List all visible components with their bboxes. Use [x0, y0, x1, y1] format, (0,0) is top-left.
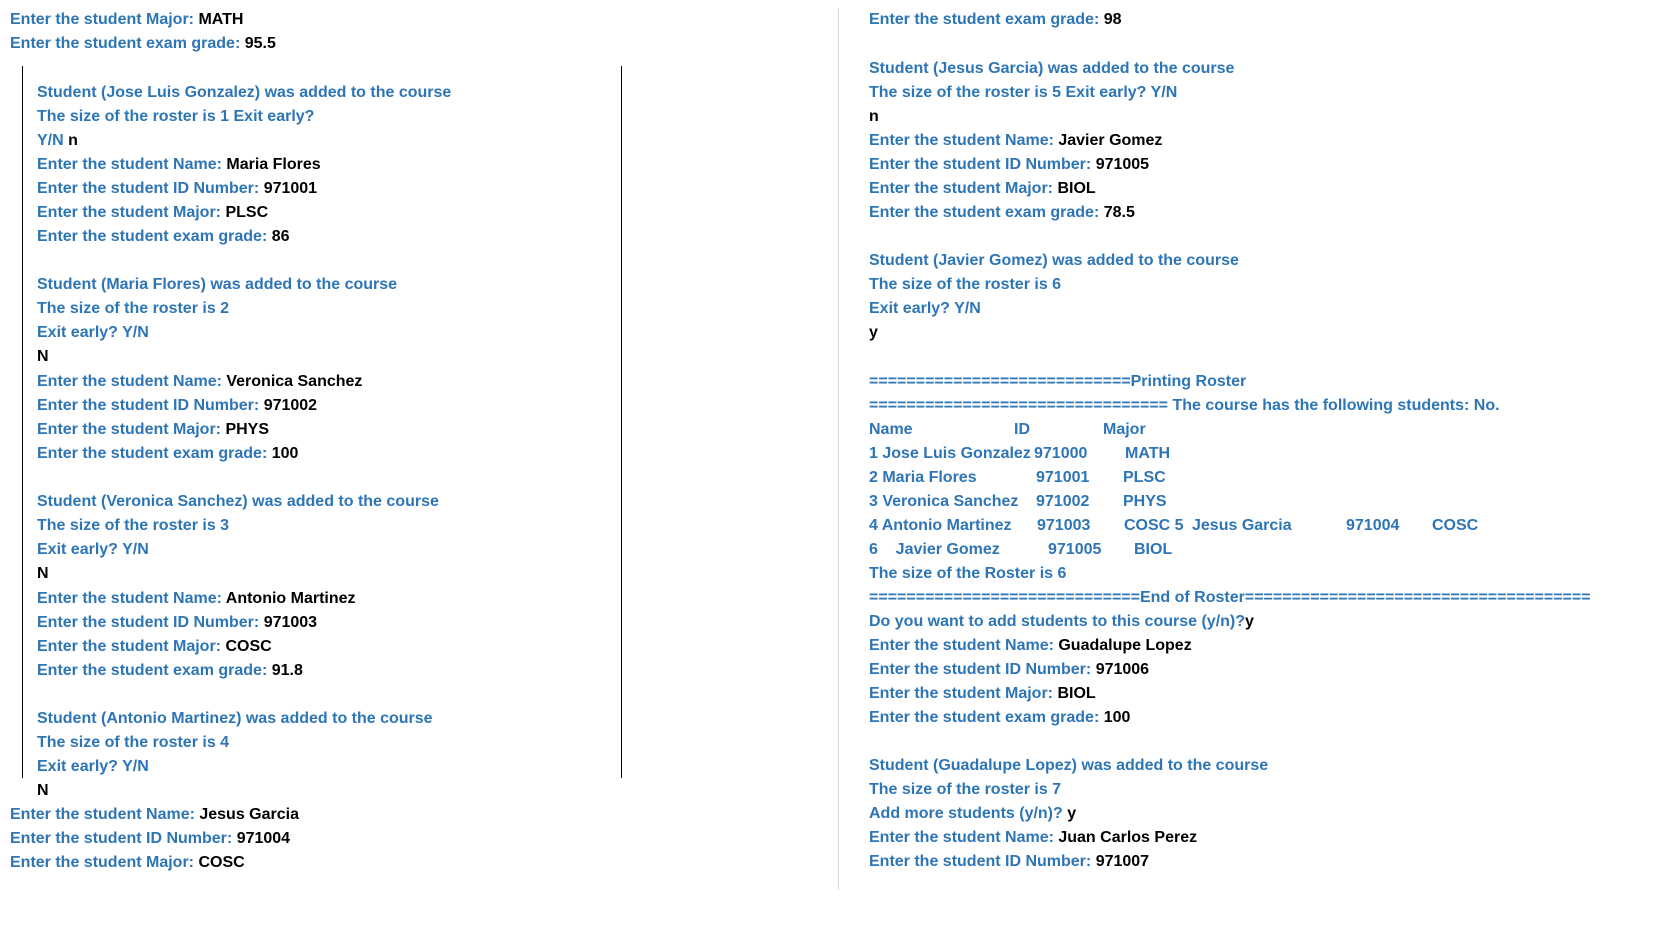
input-value: Javier Gomez	[1058, 132, 1163, 149]
prompt-label: The size of the roster is 1 Exit early?	[37, 108, 315, 125]
prompt-label: The size of the roster is 6	[869, 276, 1062, 293]
prompt-label: Exit early? Y/N	[37, 758, 149, 775]
roster-row-name: 3 Veronica Sanchez	[869, 493, 1019, 510]
input-value: 971007	[1095, 853, 1150, 870]
console-line	[869, 323, 878, 343]
prompt-label: Enter the student Name:	[37, 590, 226, 607]
input-value: COSC	[198, 854, 245, 871]
input-value: Jesus Garcia	[199, 806, 299, 823]
input-value: 86	[271, 228, 290, 245]
prompt-label: Exit early? Y/N	[37, 541, 149, 558]
prompt-label: Enter the student Major:	[10, 11, 199, 28]
input-value: BIOL	[1057, 685, 1096, 702]
input-value: N	[37, 565, 49, 582]
input-value: PLSC	[225, 204, 269, 221]
prompt-label: Enter the student exam grade:	[37, 228, 272, 245]
input-value: 95.5	[244, 35, 276, 52]
prompt-label: Do you want to add students to this course (y/n)?	[869, 613, 1246, 630]
input-value: 971002	[263, 397, 318, 414]
console-line	[869, 251, 1239, 271]
roster-row-major: PLSC	[1123, 469, 1166, 486]
prompt-label: Student (Jose Luis Gonzalez) was added to the course	[37, 84, 452, 101]
input-value: 100	[1103, 709, 1131, 726]
console-line	[869, 708, 1130, 728]
input-value: N	[37, 782, 49, 799]
prompt-label: Enter the student ID Number:	[37, 397, 264, 414]
console-line	[869, 275, 1061, 295]
prompt-label: Enter the student Name:	[37, 156, 227, 173]
input-value: 971005	[1095, 156, 1150, 173]
prompt-label: Enter the student exam grade:	[10, 35, 245, 52]
roster-row-id: 971004	[1346, 517, 1400, 534]
roster-column-name: Name	[869, 421, 913, 438]
prompt-label: Enter the student ID Number:	[869, 853, 1096, 870]
prompt-label: Student (Jesus Garcia) was added to the course	[869, 60, 1235, 77]
prompt-label: Student (Veronica Sanchez) was added to the course	[37, 493, 439, 510]
roster-column-major: Major	[1103, 421, 1146, 438]
prompt-label: The size of the roster is 4	[37, 734, 230, 751]
roster-row-major: COSC 5	[1124, 517, 1184, 534]
input-value: 100	[271, 445, 299, 462]
prompt-label: Add more students (y/n)?	[869, 805, 1068, 822]
prompt-label: Enter the student ID Number:	[37, 180, 264, 197]
console-line	[869, 59, 1234, 79]
prompt-label: Exit early? Y/N	[869, 300, 981, 317]
prompt-label: The size of the roster is 5 Exit early? Y/N	[869, 84, 1178, 101]
prompt-label: Enter the student exam grade:	[869, 11, 1104, 28]
input-value: 78.5	[1103, 204, 1135, 221]
roster-row-id: 971000	[1034, 445, 1088, 462]
console-line	[869, 852, 1149, 872]
prompt-label: The size of the roster is 2	[37, 300, 230, 317]
console-line	[869, 660, 1149, 680]
prompt-label: Enter the student ID Number:	[10, 830, 237, 847]
console-line	[869, 179, 1096, 199]
input-value: Antonio Martinez	[225, 590, 356, 607]
prompt-label: Enter the student ID Number:	[37, 614, 264, 631]
input-value: 971003	[263, 614, 318, 631]
prompt-label: Student (Maria Flores) was added to the course	[37, 276, 398, 293]
console-line	[869, 10, 1122, 30]
prompt-label: Enter the student ID Number:	[869, 156, 1096, 173]
console-line	[869, 684, 1096, 704]
input-value: 98	[1103, 11, 1122, 28]
prompt-label: Enter the student Name:	[10, 806, 200, 823]
input-value: y	[869, 324, 878, 341]
prompt-label: Enter the student exam grade:	[869, 204, 1104, 221]
console-line	[869, 780, 1061, 800]
input-value: Maria Flores	[226, 156, 321, 173]
roster-column-id: ID	[1014, 421, 1030, 438]
roster-end-line: =============================End of Roster=====================================	[869, 589, 1591, 606]
prompt-label: Enter the student Major:	[869, 685, 1058, 702]
prompt-label: Enter the student exam grade:	[37, 445, 272, 462]
input-value: y	[1245, 613, 1254, 630]
roster-row-major: COSC	[1432, 517, 1479, 534]
input-value: 971001	[263, 180, 318, 197]
console-line	[869, 203, 1135, 223]
prompt-label: Student (Javier Gomez) was added to the course	[869, 252, 1239, 269]
prompt-label: Enter the student exam grade:	[37, 662, 272, 679]
console-line	[869, 83, 1177, 103]
prompt-label: Enter the student Name:	[869, 132, 1059, 149]
roster-row-id: 971001	[1036, 469, 1090, 486]
prompt-label: Enter the student Name:	[869, 637, 1059, 654]
prompt-label: Enter the student Major:	[10, 854, 199, 871]
roster-header-line: ================================ The course has the following students: No.	[869, 397, 1500, 414]
console-line	[869, 131, 1162, 151]
prompt-label: Exit early? Y/N	[37, 324, 149, 341]
console-line	[869, 299, 981, 319]
roster-row-name: 2 Maria Flores	[869, 469, 977, 486]
input-value: PHYS	[225, 421, 270, 438]
console-line	[869, 612, 1254, 632]
input-value: Guadalupe Lopez	[1058, 637, 1192, 654]
prompt-label: Enter the student Major:	[37, 421, 226, 438]
console-line	[869, 804, 1076, 824]
roster-row-id: 971003	[1037, 517, 1091, 534]
input-value: 971006	[1095, 661, 1150, 678]
console-line	[869, 756, 1268, 776]
roster-size-line: The size of the Roster is 6	[869, 565, 1067, 582]
console-line	[869, 636, 1192, 656]
prompt-label: Enter the student Name:	[37, 373, 227, 390]
input-value: COSC	[225, 638, 272, 655]
input-value: n	[68, 132, 78, 149]
console-line	[869, 828, 1197, 848]
prompt-label: Student (Antonio Martinez) was added to the course	[37, 710, 433, 727]
input-value: Veronica Sanchez	[226, 373, 363, 390]
input-value: Juan Carlos Perez	[1058, 829, 1198, 846]
input-value: BIOL	[1057, 180, 1096, 197]
input-value: 971004	[236, 830, 291, 847]
prompt-label: Enter the student Major:	[37, 204, 226, 221]
input-value: n	[869, 108, 879, 125]
prompt-label: Enter the student exam grade:	[869, 709, 1104, 726]
roster-row-id: 971002	[1036, 493, 1090, 510]
roster-row-major: BIOL	[1134, 541, 1173, 558]
input-value: MATH	[198, 11, 244, 28]
roster-row-major: MATH	[1125, 445, 1171, 462]
roster-header-line: ============================Printing Roster	[869, 373, 1247, 390]
console-line	[869, 155, 1149, 175]
prompt-label: Enter the student Major:	[37, 638, 226, 655]
prompt-label: The size of the roster is 7	[869, 781, 1062, 798]
input-value: N	[37, 348, 49, 365]
roster-row-name: 1 Jose Luis Gonzalez	[869, 445, 1031, 462]
input-value: 91.8	[271, 662, 303, 679]
roster-row-name: 4 Antonio Martinez	[869, 517, 1012, 534]
input-value: y	[1067, 805, 1077, 822]
prompt-label: Enter the student ID Number:	[869, 661, 1096, 678]
roster-row-id: 971005	[1048, 541, 1102, 558]
roster-row-name: Jesus Garcia	[1192, 517, 1292, 534]
prompt-label: Enter the student Name:	[869, 829, 1059, 846]
prompt-label: Student (Guadalupe Lopez) was added to the course	[869, 757, 1269, 774]
roster-row-name: 6 Javier Gomez	[869, 541, 1000, 558]
prompt-label: Enter the student Major:	[869, 180, 1058, 197]
console-line	[869, 107, 879, 127]
roster-row-major: PHYS	[1123, 493, 1167, 510]
prompt-label: The size of the roster is 3	[37, 517, 230, 534]
prompt-label: Y/N	[37, 132, 69, 149]
